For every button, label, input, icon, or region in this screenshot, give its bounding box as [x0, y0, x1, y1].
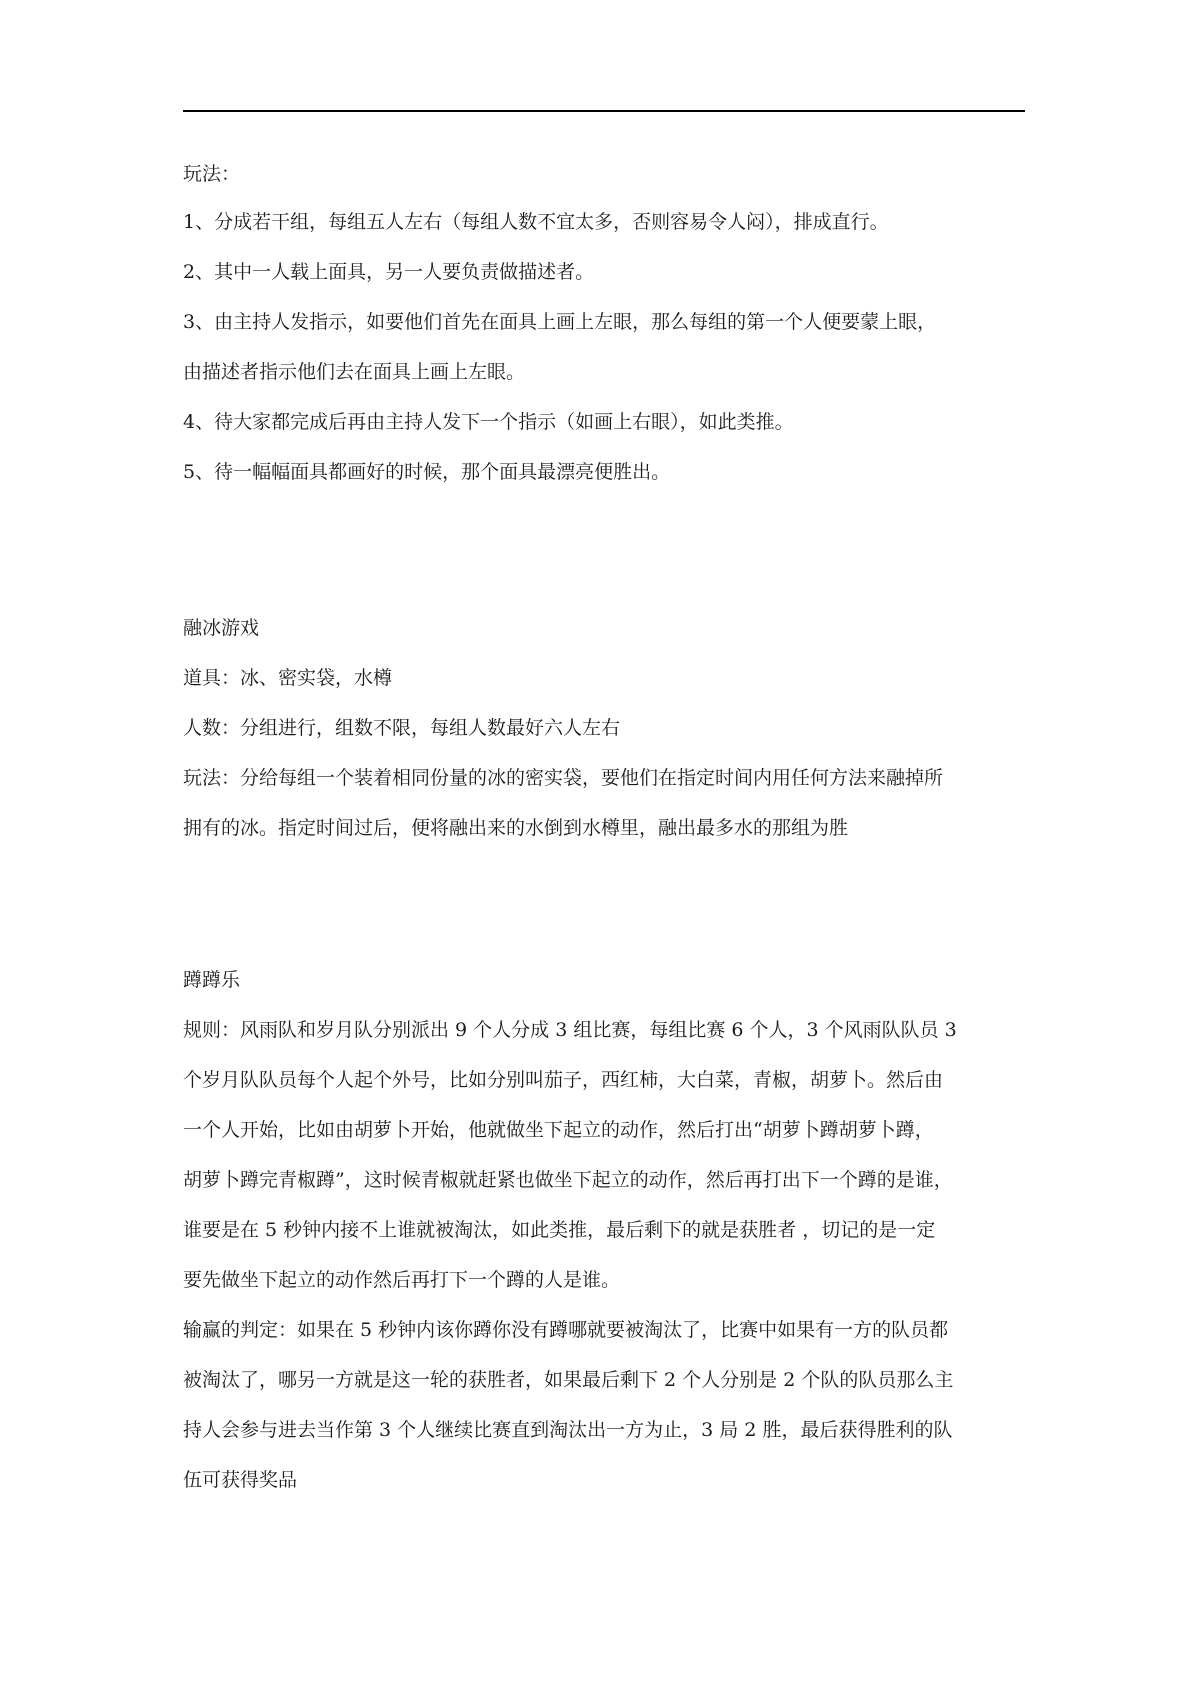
game-judging-line: 伍可获得奖品	[183, 1469, 298, 1491]
game-rules-line: 玩法：分给每组一个装着相同份量的冰的密实袋，要他们在指定时间内用任何方法来融掉所	[183, 767, 944, 789]
game-rules-line: 个岁月队队员每个人起个外号，比如分别叫茄子，西红柿，大白菜，青椒，胡萝卜。然后由	[183, 1069, 944, 1091]
game-judging-line: 输赢的判定：如果在 5 秒钟内该你蹲你没有蹲哪就要被淘汰了，比赛中如果有一方的队员都	[183, 1319, 949, 1341]
rule-item: 4、待大家都完成后再由主持人发下一个指示（如画上右眼），如此类推。	[183, 411, 794, 433]
game-rules-line: 胡萝卜蹲完青椒蹲”，这时候青椒就赶紧也做坐下起立的动作，然后再打出下一个蹲的是谁，	[183, 1169, 953, 1191]
rule-item: 1、分成若干组，每组五人左右（每组人数不宜太多，否则容易令人闷），排成直行。	[183, 211, 889, 233]
game-rules-line: 谁要是在 5 秒钟内接不上谁就被淘汰，如此类推，最后剩下的就是获胜者 ，切记的是一定	[183, 1219, 936, 1241]
section-heading: 玩法：	[183, 163, 241, 185]
header-rule	[183, 110, 1025, 112]
game-title: 蹲蹲乐	[183, 969, 241, 991]
rule-item: 由描述者指示他们去在面具上画上左眼。	[183, 361, 526, 383]
game-judging-line: 持人会参与进去当作第 3 个人继续比赛直到淘汰出一方为止，3 局 2 胜，最后获得胜利的队	[183, 1419, 953, 1441]
game-players: 人数：分组进行，组数不限，每组人数最好六人左右	[183, 717, 621, 739]
game-rules-line: 规则：风雨队和岁月队分别派出 9 个人分成 3 组比赛，每组比赛 6 个人，3 个风雨队队员 3	[183, 1019, 957, 1041]
rule-item: 5、待一幅幅面具都画好的时候，那个面具最漂亮便胜出。	[183, 461, 671, 483]
game-rules-line: 要先做坐下起立的动作然后再打下一个蹲的人是谁。	[183, 1269, 621, 1291]
rule-item: 2、其中一人载上面具，另一人要负责做描述者。	[183, 261, 595, 283]
game-rules-line: 拥有的冰。指定时间过后，便将融出来的水倒到水樽里，融出最多水的那组为胜	[183, 817, 849, 839]
game-judging-line: 被淘汰了，哪另一方就是这一轮的获胜者，如果最后剩下 2 个人分别是 2 个队的队员那么主	[183, 1369, 954, 1391]
game-props: 道具：冰、密实袋，水樽	[183, 667, 393, 689]
game-title: 融冰游戏	[183, 617, 260, 639]
game-rules-line: 一个人开始，比如由胡萝卜开始，他就做坐下起立的动作，然后打出“胡萝卜蹲胡萝卜蹲，	[183, 1119, 934, 1141]
rule-item: 3、由主持人发指示，如要他们首先在面具上画上左眼，那么每组的第一个人便要蒙上眼，	[183, 311, 937, 333]
